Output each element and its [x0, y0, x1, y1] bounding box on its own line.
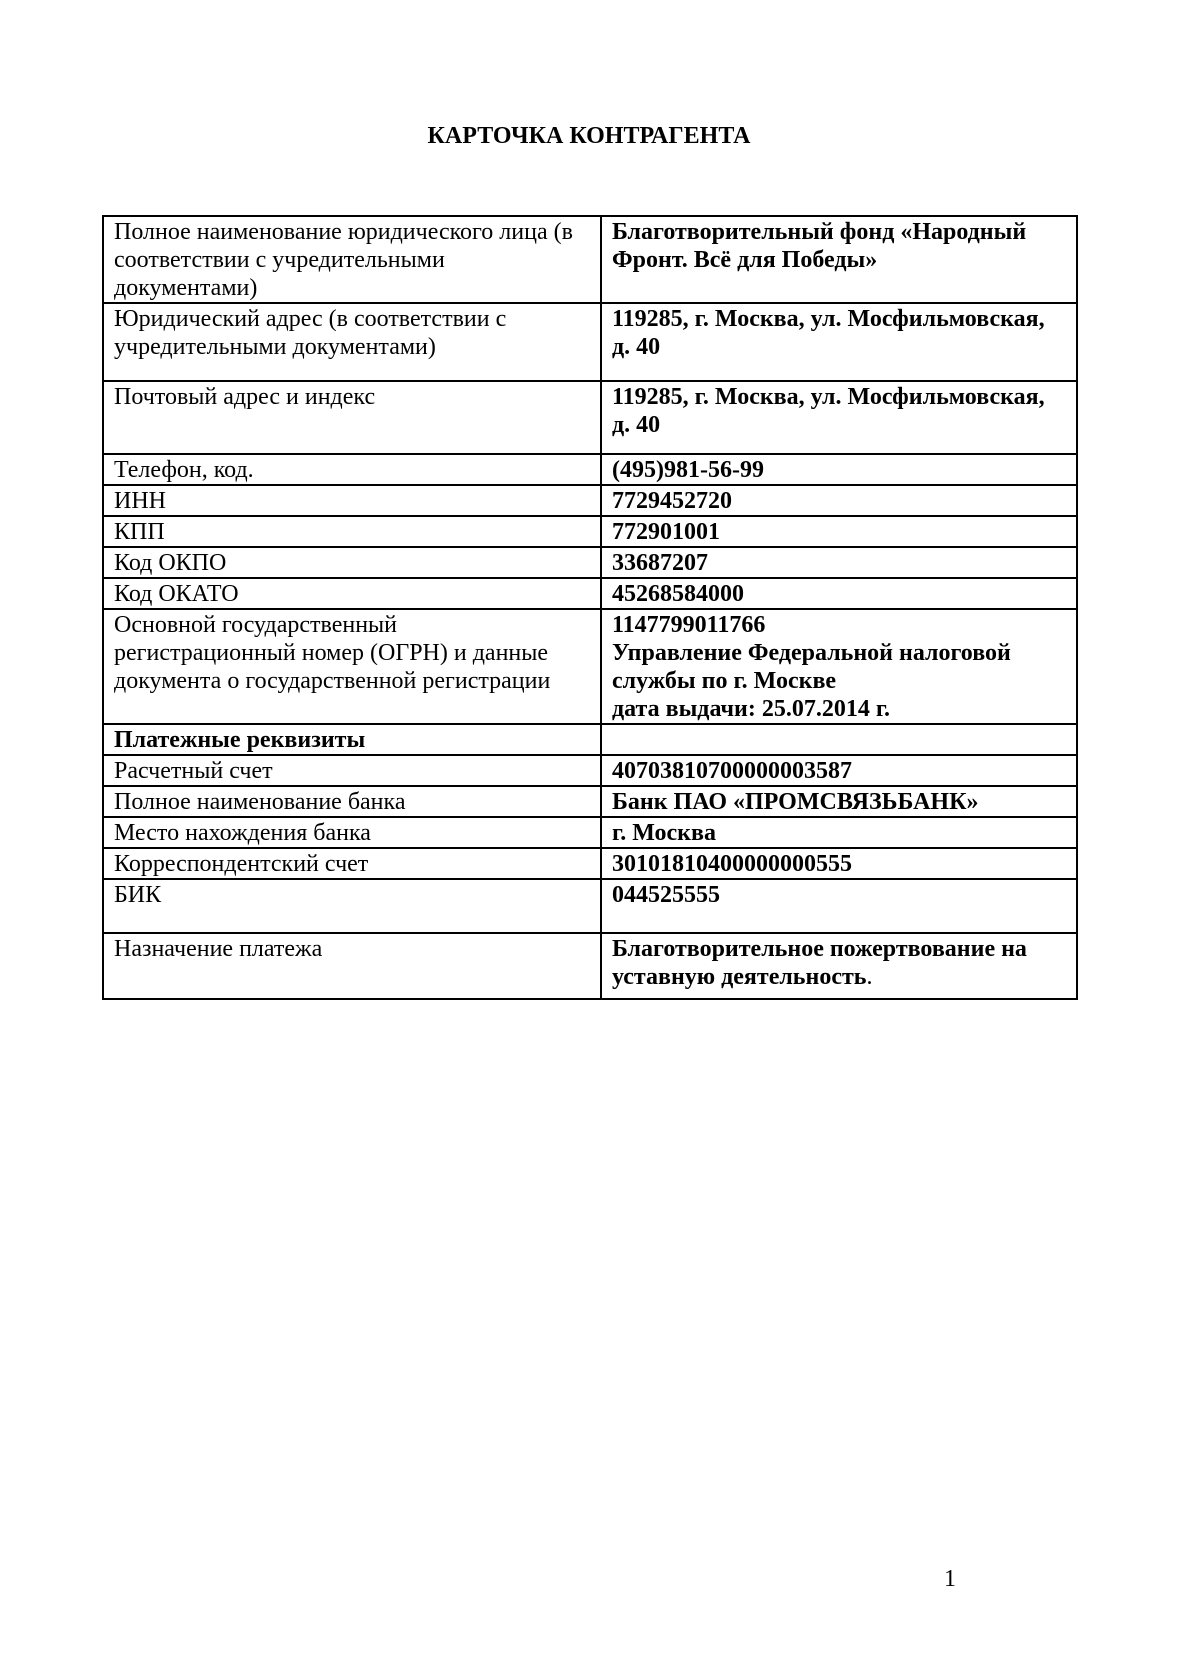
row-full-legal-name [103, 216, 1077, 303]
row-payment-purpose-label: Назначение платежа [103, 933, 601, 999]
row-okpo-value: 33687207 [601, 547, 1077, 578]
row-full-legal-name-label [103, 216, 601, 303]
value-suffix: . [866, 964, 873, 990]
row-inn [103, 485, 1077, 516]
row-okato [103, 578, 1077, 609]
counterparty-card-table [102, 215, 1078, 1000]
value-line [612, 383, 1068, 411]
row-legal-address [103, 303, 1077, 381]
value-text: д. 40 [612, 412, 661, 438]
row-inn-label: ИНН [103, 485, 601, 516]
value-line [612, 667, 1068, 695]
row-settlement-account [103, 755, 1077, 786]
row-correspondent-account [103, 848, 1077, 879]
value-line [612, 333, 1068, 361]
label-line: документа о государственной регистрации [114, 668, 551, 694]
row-legal-address-value [601, 303, 1077, 381]
value-line [612, 305, 1068, 333]
value-line [612, 611, 1068, 639]
value-text: Благотворительное пожертвование на [612, 936, 1027, 962]
row-bik-value: 044525555 [601, 879, 1077, 933]
row-phone-value: (495)981-56-99 [601, 454, 1077, 485]
row-okato-label: Код ОКАТО [103, 578, 601, 609]
value-text: 1147799011766 [612, 612, 766, 638]
row-payment-purpose-value [601, 933, 1077, 999]
row-bik-label: БИК [103, 879, 601, 933]
row-correspondent-account-value: 30101810400000000555 [601, 848, 1077, 879]
page-number: 1 [944, 1566, 956, 1592]
row-phone [103, 454, 1077, 485]
row-ogrn-registration-value [601, 609, 1077, 724]
value-text: Благотворительный фонд «Народный [612, 219, 1027, 245]
value-line [612, 695, 1068, 723]
label-line: Полное наименование юридического лица (в [114, 219, 573, 245]
row-bik [103, 879, 1077, 933]
value-line [612, 935, 1068, 963]
row-kpp-label: КПП [103, 516, 601, 547]
row-bank-location [103, 817, 1077, 848]
document-title: КАРТОЧКА КОНТРАГЕНТА [427, 123, 751, 149]
row-bank-location-value: г. Москва [601, 817, 1077, 848]
row-bank-location-label: Место нахождения банка [103, 817, 601, 848]
value-line [612, 246, 1068, 274]
row-phone-label: Телефон, код. [103, 454, 601, 485]
label-line: документами) [114, 275, 258, 301]
row-postal-address [103, 381, 1077, 454]
label-line: регистрационный номер (ОГРН) и данные [114, 640, 549, 666]
row-kpp-value: 772901001 [601, 516, 1077, 547]
row-okato-value: 45268584000 [601, 578, 1077, 609]
label-line: Основной государственный [114, 612, 398, 638]
value-text: 119285, г. Москва, ул. Мосфильмовская, [612, 384, 1045, 410]
row-payment-details-section [103, 724, 1077, 755]
value-text: 119285, г. Москва, ул. Мосфильмовская, [612, 306, 1045, 332]
row-okpo [103, 547, 1077, 578]
row-payment-purpose [103, 933, 1077, 999]
value-line [612, 218, 1068, 246]
row-ogrn-registration-label [103, 609, 601, 724]
row-postal-address-label [103, 381, 601, 454]
row-okpo-label: Код ОКПО [103, 547, 601, 578]
label-line: Юридический адрес (в соответствии с [114, 306, 507, 332]
row-settlement-account-label: Расчетный счет [103, 755, 601, 786]
row-ogrn-registration [103, 609, 1077, 724]
value-text: дата выдачи: 25.07.2014 г. [612, 696, 891, 722]
row-settlement-account-value: 40703810700000003587 [601, 755, 1077, 786]
row-bank-name-value: Банк ПАО «ПРОМСВЯЗЬБАНК» [601, 786, 1077, 817]
value-text: д. 40 [612, 334, 661, 360]
label-line: соответствии с учредительными [114, 247, 445, 273]
row-correspondent-account-label: Корреспондентский счет [103, 848, 601, 879]
row-inn-value: 7729452720 [601, 485, 1077, 516]
value-line [612, 963, 1068, 991]
row-bank-name-label: Полное наименование банка [103, 786, 601, 817]
value-line [612, 411, 1068, 439]
row-kpp [103, 516, 1077, 547]
row-postal-address-value [601, 381, 1077, 454]
value-text: Управление Федеральной налоговой [612, 640, 1011, 666]
row-full-legal-name-value [601, 216, 1077, 303]
row-bank-name [103, 786, 1077, 817]
value-text: службы по г. Москве [612, 668, 837, 694]
value-text: Фронт. Всё для Победы» [612, 247, 878, 273]
value-text: уставную деятельность [612, 964, 867, 990]
row-payment-details-section-value [601, 724, 1077, 755]
row-payment-details-section-label: Платежные реквизиты [103, 724, 601, 755]
value-line [612, 639, 1068, 667]
label-line: Почтовый адрес и индекс [114, 384, 376, 410]
row-legal-address-label [103, 303, 601, 381]
label-line: учредительными документами) [114, 334, 436, 360]
